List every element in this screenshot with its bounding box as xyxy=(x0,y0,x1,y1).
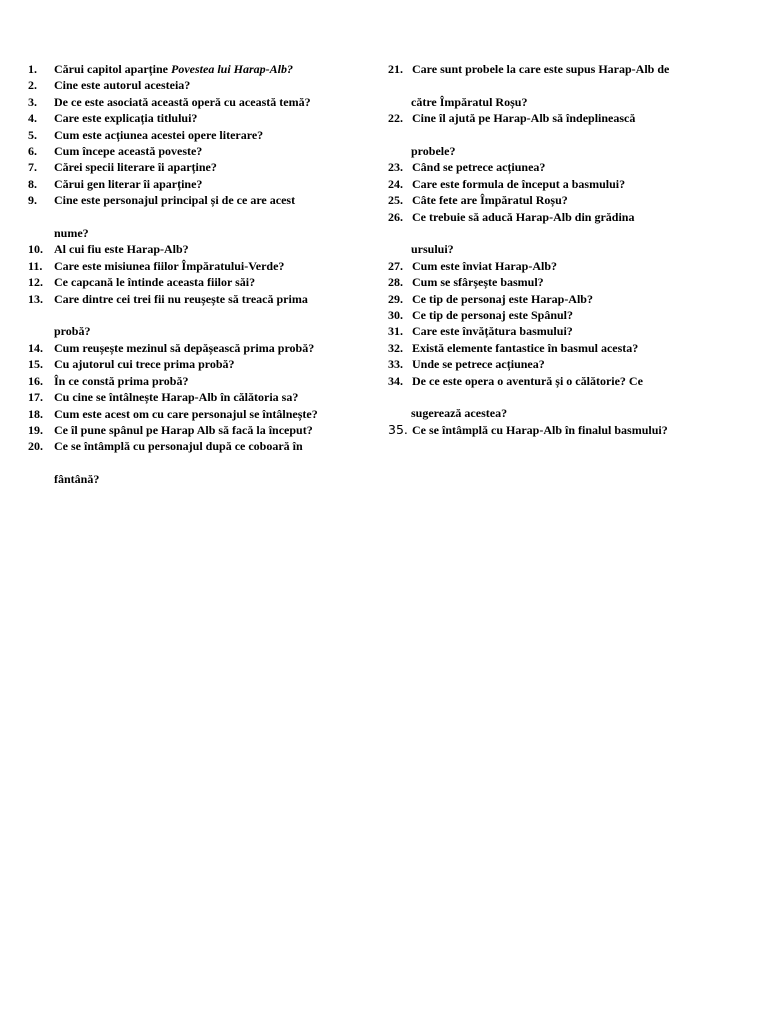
question-text: Ce îl pune spânul pe Harap Alb să facă la început? xyxy=(54,422,313,437)
question-text: De ce este asociată această operă cu această temă? xyxy=(54,94,311,109)
question-text: Cu ajutorul cui trece prima probă? xyxy=(54,357,235,372)
question-number: 14. xyxy=(28,340,43,355)
question-number: 27. xyxy=(388,258,403,273)
question-continuation: sugerează acestea? xyxy=(411,406,508,421)
question-item xyxy=(28,274,368,290)
question-text: Ce tip de personaj este Harap-Alb? xyxy=(412,291,593,306)
question-number: 32. xyxy=(388,340,403,355)
question-text: Cu cine se întâlnește Harap-Alb în călătoria sa? xyxy=(54,390,299,405)
question-item xyxy=(388,291,738,307)
question-item xyxy=(388,192,738,208)
question-continuation: probele? xyxy=(411,144,456,158)
question-list-left xyxy=(28,61,368,488)
question-continuation: probă? xyxy=(54,324,91,339)
question-text: Cine este autorul acesteia? xyxy=(54,78,191,93)
question-number: 7. xyxy=(28,160,37,175)
question-number: 10. xyxy=(28,242,43,257)
question-item xyxy=(388,340,738,356)
question-number: 9. xyxy=(28,193,37,208)
question-item xyxy=(388,422,738,438)
question-number: 16. xyxy=(28,373,43,388)
question-text: Care sunt probele la care este supus Harap-Alb de xyxy=(412,62,670,76)
question-text: Cum este acțiunea acestei opere literare? xyxy=(54,127,264,142)
question-continuation: ursului? xyxy=(411,242,454,257)
question-number: 13. xyxy=(28,291,43,306)
question-number: 30. xyxy=(388,308,403,323)
question-number: 34. xyxy=(388,373,403,388)
work-title: Povestea lui Harap-Alb? xyxy=(171,62,293,76)
question-text: Cum reușește mezinul să depășească prima probă? xyxy=(54,340,315,355)
question-item xyxy=(388,110,738,126)
question-item xyxy=(388,323,738,339)
question-number: 29. xyxy=(388,291,403,306)
question-text: Câte fete are Împăratul Roșu? xyxy=(412,193,568,208)
question-number: 22. xyxy=(388,111,403,126)
question-item xyxy=(28,110,368,126)
question-continuation: nume? xyxy=(54,226,89,241)
question-number: 8. xyxy=(28,176,37,191)
question-text: Cum începe această poveste? xyxy=(54,144,203,159)
question-item xyxy=(388,356,738,372)
question-number: 19. xyxy=(28,422,43,437)
question-text: De ce este opera o aventură și o călătorie? Ce xyxy=(412,373,643,388)
question-list-right xyxy=(388,61,738,438)
question-number: 15. xyxy=(28,357,43,372)
question-number: 25. xyxy=(388,193,403,208)
question-text: Cărui capitol aparține Povestea lui Harap-Alb? xyxy=(54,62,293,76)
question-number: 11. xyxy=(28,258,43,273)
question-item xyxy=(388,176,738,192)
question-text: Cum este acest om cu care personajul se întâlnește? xyxy=(54,406,318,421)
question-number: 3. xyxy=(28,94,37,109)
question-text: Cum este înviat Harap-Alb? xyxy=(412,258,557,273)
question-text: Ce tip de personaj este Spânul? xyxy=(412,308,574,323)
question-item xyxy=(388,258,738,274)
question-number: 6. xyxy=(28,144,37,159)
question-text: Există elemente fantastice în basmul acesta? xyxy=(412,340,639,355)
question-text: Cum se sfârșește basmul? xyxy=(412,275,544,290)
question-number: 23. xyxy=(388,160,403,175)
question-item xyxy=(28,258,368,274)
question-item xyxy=(28,406,368,422)
question-number: 33. xyxy=(388,357,403,372)
question-item xyxy=(388,373,738,389)
question-continuation: către Împăratul Roșu? xyxy=(411,94,528,109)
question-text: Cărei specii literare îi aparține? xyxy=(54,160,217,175)
question-text: Ce capcană le întinde aceasta fiilor săi? xyxy=(54,275,256,290)
question-number: 26. xyxy=(388,209,403,224)
question-continuation: fântână? xyxy=(54,472,100,487)
question-number: 35. xyxy=(388,421,408,437)
question-text: Care este explicația titlului? xyxy=(54,111,198,126)
question-text: Când se petrece acțiunea? xyxy=(412,160,546,175)
question-item xyxy=(28,192,368,208)
question-text: Cine este personajul principal și de ce are acest xyxy=(54,193,296,208)
question-number: 17. xyxy=(28,390,43,405)
question-item xyxy=(28,159,368,175)
question-item xyxy=(28,373,368,389)
question-item xyxy=(28,356,368,372)
question-number: 4. xyxy=(28,111,37,126)
question-item xyxy=(28,438,368,454)
question-text: Care este învățătura basmului? xyxy=(412,324,573,339)
question-text: Care este misiunea fiilor Împăratului-Verde? xyxy=(54,258,285,273)
question-number: 1. xyxy=(28,62,37,76)
question-text: Cine îl ajută pe Harap-Alb să îndeplinească xyxy=(412,111,636,126)
question-number: 24. xyxy=(388,176,403,191)
question-item xyxy=(388,307,738,323)
question-item xyxy=(28,77,368,93)
question-number: 5. xyxy=(28,127,37,142)
question-text: Care dintre cei trei fii nu reușește să treacă prima xyxy=(54,291,308,306)
question-item xyxy=(28,291,368,307)
question-text: Cărui gen literar îi aparține? xyxy=(54,176,203,191)
question-text: Care este formula de început a basmului? xyxy=(412,176,626,191)
question-item xyxy=(388,209,738,225)
question-item xyxy=(388,274,738,290)
question-item xyxy=(28,241,368,257)
question-item xyxy=(388,61,738,77)
question-text: Ce se întâmplă cu Harap-Alb în finalul basmului? xyxy=(412,422,668,437)
question-number: 20. xyxy=(28,439,43,454)
question-item xyxy=(28,94,368,110)
question-number: 28. xyxy=(388,275,403,290)
question-text: Unde se petrece acțiunea? xyxy=(412,357,545,372)
question-number: 2. xyxy=(28,78,37,93)
question-item xyxy=(28,176,368,192)
question-item xyxy=(28,422,368,438)
question-item xyxy=(28,143,368,159)
question-text: Ce trebuie să aducă Harap-Alb din grădina xyxy=(412,209,635,224)
question-text: În ce constă prima probă? xyxy=(54,373,189,388)
question-number: 12. xyxy=(28,275,43,290)
question-item xyxy=(28,389,368,405)
question-item xyxy=(28,340,368,356)
question-number: 18. xyxy=(28,406,43,421)
question-item xyxy=(28,127,368,143)
question-number: 31. xyxy=(388,324,403,339)
question-number: 21. xyxy=(388,62,403,76)
question-item xyxy=(388,159,738,175)
question-item xyxy=(28,61,368,77)
question-text: Al cui fiu este Harap-Alb? xyxy=(54,242,189,257)
question-text: Ce se întâmplă cu personajul după ce coboară în xyxy=(54,439,303,454)
